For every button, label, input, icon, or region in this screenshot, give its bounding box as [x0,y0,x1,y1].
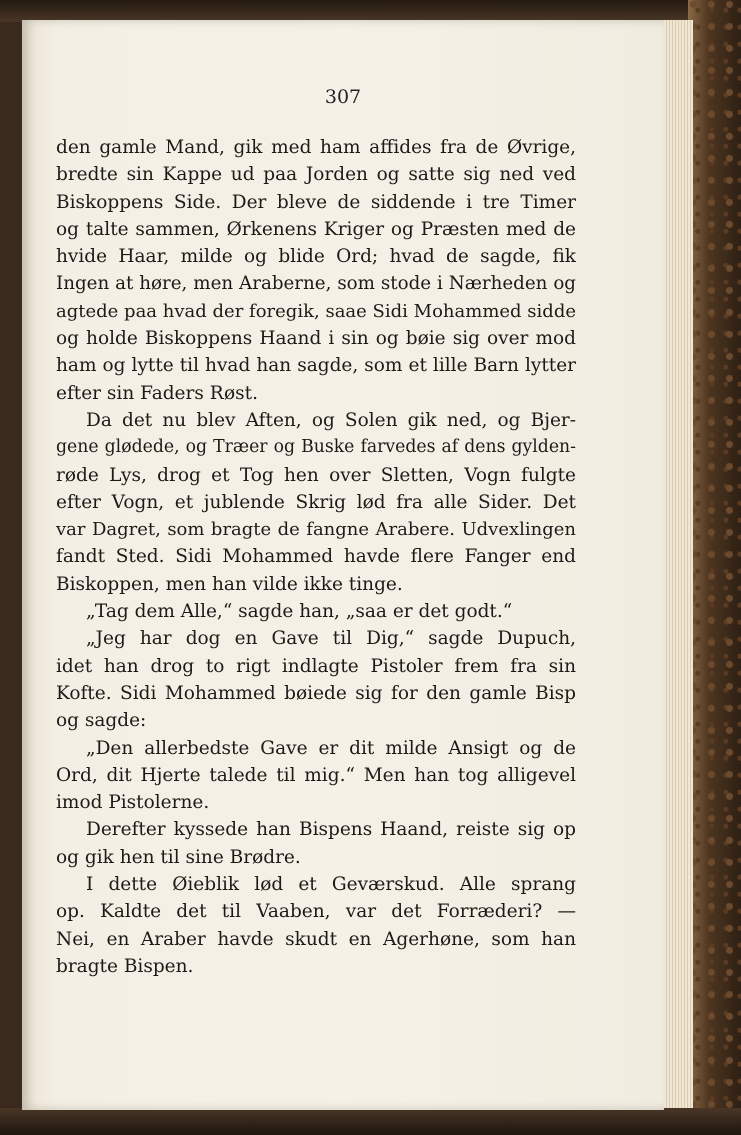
text-line: den gamle Mand, gik med ham affides fra de Øvrige, [56,137,576,158]
text-line: Ingen at høre, men Araberne, som stode i Nærheden og [56,273,576,295]
book-cover-top-edge [0,0,741,22]
book-cover-bottom-edge [0,1108,741,1135]
text-line: og sagde: [56,710,147,732]
text-line: Kofte. Sidi Mohammed bøiede sig for den gamle Bisp [56,682,576,704]
text-line: Biskoppens Side. Der bleve de siddende i tre Timer [56,191,576,213]
text-line: hvide Haar, milde og blide Ord; hvad de sagde, fik [56,246,576,268]
text-line: efter Vogn, et jublende Skrig lød fra alle Sider. Det [56,491,576,513]
text-line: idet han drog to rigt indlagte Pistoler frem fra sin [56,655,576,677]
text-line: og talte sammen, Ørkenens Kriger og Præsten med de [56,218,576,240]
text-line: „Jeg har dog en Gave til Dig,“ sagde Dupuch, [86,628,576,650]
text-line: „Tag dem Alle,“ sagde han, „saa er det godt.“ [86,601,513,623]
text-line: „Den allerbedste Gave er dit milde Ansigt og de [86,737,576,759]
text-line: op. Kaldte det til Vaaben, var det Forræderi? — [56,901,576,923]
page-text-block [56,134,576,980]
text-line: bragte Bispen. [56,955,194,977]
page-stack-edges [660,20,693,1112]
text-line: gene glødede, og Træer og Buske farvedes af dens gylden- [56,437,576,458]
text-line: agtede paa hvad der foregik, saae Sidi Mohammed sidde [56,300,576,322]
text-line: ham og lytte til hvad han sagde, som et lille Barn lytter [56,355,576,377]
page-number: 307 [324,86,362,108]
text-line: bredte sin Kappe ud paa Jorden og satte sig ned ved [56,164,576,186]
text-line: og holde Biskoppens Haand i sin og bøie sig over mod [56,328,576,350]
book-page [22,20,664,1110]
text-line: røde Lys, drog et Tog hen over Sletten, Vogn fulgte [56,464,576,486]
text-line: I dette Øieblik lød et Geværskud. Alle sprang [86,874,576,896]
text-line: Derefter kyssede han Bispens Haand, reiste sig op [86,819,576,841]
text-line: Biskoppen, men han vilde ikke tinge. [56,573,403,595]
text-line: efter sin Faders Røst. [56,382,258,404]
text-line: Da det nu blev Aften, og Solen gik ned, og Bjer- [86,409,576,431]
book-cover-right-edge [688,0,741,1135]
text-line: og gik hen til sine Brødre. [56,846,301,868]
text-line: var Dagret, som bragte de fangne Arabere. Udvexlingen [56,519,576,541]
text-line: imod Pistolerne. [56,792,210,814]
text-line: Nei, en Araber havde skudt en Agerhøne, som han [56,928,576,950]
text-line: fandt Sted. Sidi Mohammed havde flere Fanger end [56,546,576,568]
text-line: Ord, dit Hjerte talede til mig.“ Men han tog alligevel [56,764,576,786]
